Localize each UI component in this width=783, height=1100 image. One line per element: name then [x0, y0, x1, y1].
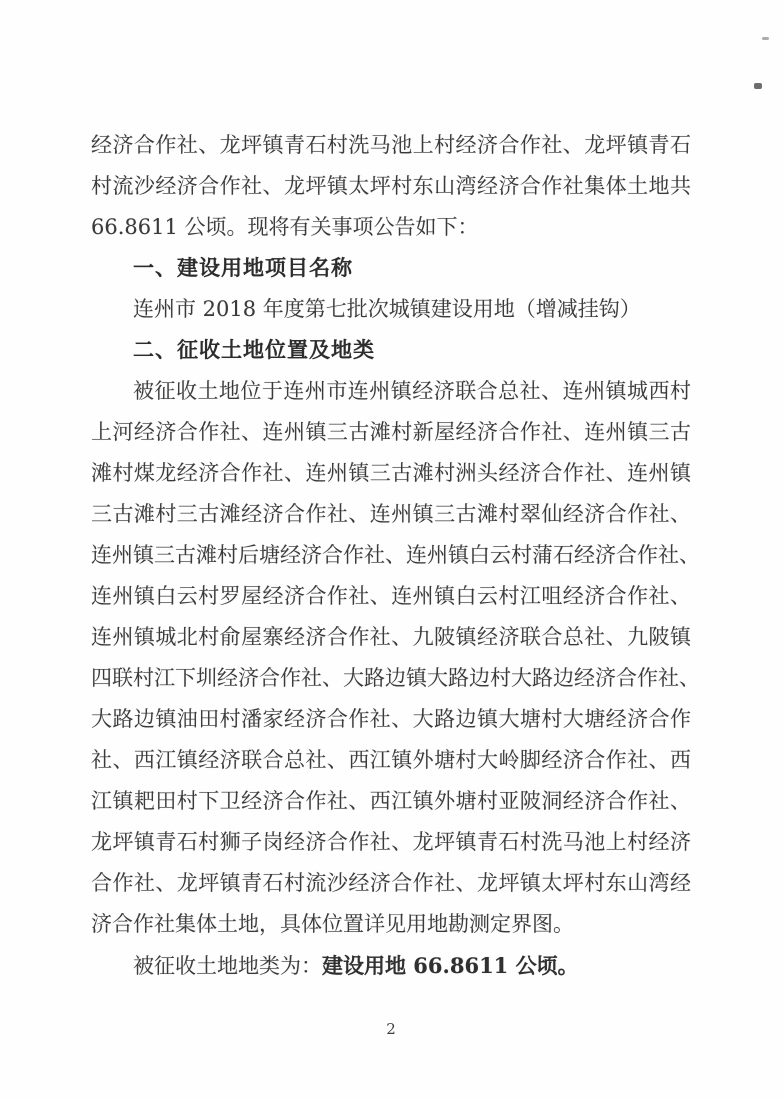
text-run: 连州市 2018 年度第七批次城镇建设用地（增减挂钩） — [133, 297, 641, 321]
text-line — [91, 617, 691, 658]
text-line — [91, 371, 691, 412]
text-line — [91, 863, 691, 904]
text-line — [91, 412, 691, 453]
text-run: 济合作社集体土地，具体位置详见用地勘测定界图。 — [91, 912, 574, 936]
section-heading — [91, 248, 691, 289]
text-run: 连州镇城北村俞屋寨经济合作社、九陂镇经济联合总社、九陂镇 — [91, 625, 691, 649]
text-run: 社、西江镇经济联合总社、西江镇外塘村大岭脚经济合作社、西 — [91, 748, 691, 772]
text-line — [91, 535, 700, 576]
text-run: 经济合作社、龙坪镇青石村洗马池上村经济合作社、龙坪镇青石 — [91, 133, 691, 157]
text-run: 66.8611 公顷。现将有关事项公告如下： — [91, 215, 479, 239]
text-run: 连州镇三古滩村后塘经济合作社、连州镇白云村蒲石经济合作社、 — [91, 543, 700, 567]
scan-speck-icon — [754, 83, 762, 89]
text-line — [91, 125, 691, 166]
text-run: 江镇耙田村下卫经济合作社、西江镇外塘村亚陂洞经济合作社、 — [91, 789, 691, 813]
text-line — [91, 453, 691, 494]
text-run: 三古滩村三古滩经济合作社、连州镇三古滩村翠仙经济合作社、 — [91, 502, 691, 526]
section-heading — [91, 330, 691, 371]
text-run: 大路边镇油田村潘家经济合作社、大路边镇大塘村大塘经济合作 — [91, 707, 691, 731]
text-line — [91, 658, 700, 699]
text-line — [91, 576, 691, 617]
text-run: 村流沙经济合作社、龙坪镇太坪村东山湾经济合作社集体土地共 — [91, 174, 691, 198]
text-line — [91, 699, 691, 740]
page-number: 2 — [386, 1020, 396, 1038]
text-run: 被征收土地地类为： — [133, 954, 322, 978]
text-line — [91, 904, 691, 945]
text-run: 滩村煤龙经济合作社、连州镇三古滩村洲头经济合作社、连州镇 — [91, 461, 691, 485]
text-run: 二、征收土地位置及地类 — [133, 339, 375, 362]
text-run: 合作社、龙坪镇青石村流沙经济合作社、龙坪镇太坪村东山湾经 — [91, 871, 691, 895]
text-line — [91, 822, 691, 863]
text-run: 被征收土地位于连州市连州镇经济联合总社、连州镇城西村 — [133, 379, 691, 403]
text-run: 连州镇白云村罗屋经济合作社、连州镇白云村江咀经济合作社、 — [91, 584, 691, 608]
text-line — [91, 740, 691, 781]
text-run: 四联村江下圳经济合作社、大路边镇大路边村大路边经济合作社、 — [91, 666, 700, 690]
text-line — [91, 166, 691, 207]
text-run: 建设用地 66.8611 公顷。 — [322, 953, 579, 978]
text-line — [91, 289, 691, 330]
text-line — [91, 207, 691, 248]
text-run: 一、建设用地项目名称 — [133, 257, 353, 280]
text-run: 龙坪镇青石村狮子岗经济合作社、龙坪镇青石村洗马池上村经济 — [91, 830, 691, 854]
text-line — [91, 781, 691, 822]
text-run: 上河经济合作社、连州镇三古滩村新屋经济合作社、连州镇三古 — [91, 420, 691, 444]
text-line — [91, 945, 691, 986]
scan-speck-icon — [762, 37, 769, 40]
notice-text-block — [91, 125, 700, 986]
text-line — [91, 494, 691, 535]
